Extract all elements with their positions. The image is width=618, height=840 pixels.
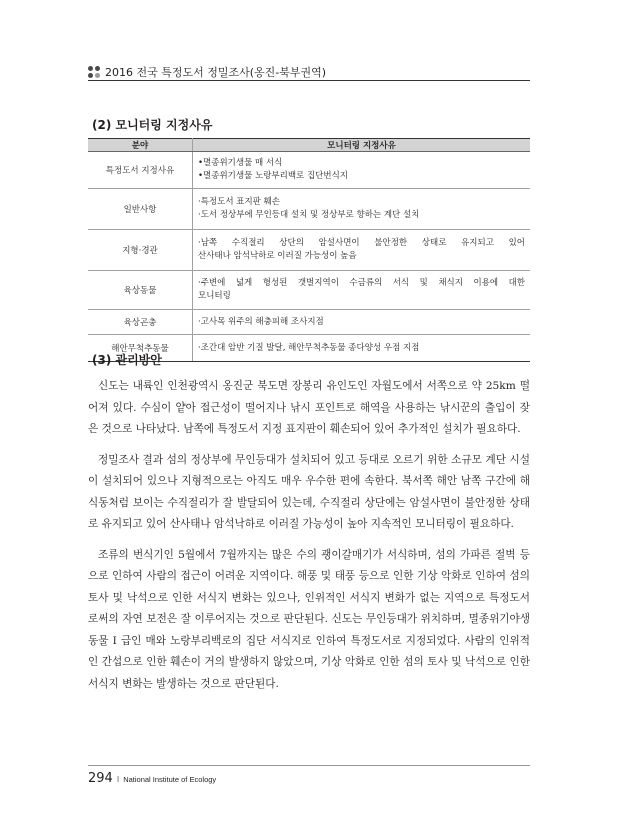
description-line: ·남쪽 수직절리 상단의 암설사면이 불안정한 상태로 유지되고 있어 bbox=[198, 238, 525, 248]
footer-separator: I bbox=[116, 775, 120, 784]
description-line: ·도서 정상부에 무인등대 설치 및 정상부로 향하는 계단 설치 bbox=[198, 210, 420, 220]
table-row bbox=[88, 310, 530, 335]
row-description bbox=[193, 230, 531, 271]
description-line: • 멸종위기생물 노랑부리백로 집단번식지 bbox=[198, 170, 525, 183]
row-description bbox=[193, 271, 531, 310]
description-line: 산사태나 암석낙하로 이러질 가능성이 높음 bbox=[198, 251, 357, 261]
description-line: ·특정도서 표지판 훼손 bbox=[198, 197, 281, 207]
table-row bbox=[88, 271, 530, 310]
paragraph: 신도는 내륙인 인천광역시 옹진군 북도면 장봉리 유인도인 자월도에서 서쪽으로 약 25km 떨어져 있다. 수심이 얕아 접근성이 떨어지나 낚시 포인트로 해역을 사용하는 낚시꾼의 출입이 잦은 것으로 나타났다. 남쪽에 특정도서 지정 표지판이 훼손되어 있어 추가적인 설치가 필요하다. bbox=[88, 380, 530, 435]
section-3-title: (3) 관리방안 bbox=[92, 353, 162, 367]
page-footer bbox=[88, 771, 216, 786]
description-line: ·주변에 넓게 형성된 갯벌지역이 수금류의 서식 및 채식지 이용에 대한 bbox=[198, 278, 525, 288]
row-category: 해안무척추동물 bbox=[88, 335, 193, 362]
running-header bbox=[88, 64, 326, 80]
row-category: 일반사항 bbox=[88, 189, 193, 230]
management-plan-body bbox=[88, 376, 530, 704]
row-category: 육상동물 bbox=[88, 271, 193, 310]
row-category: 육상곤충 bbox=[88, 310, 193, 335]
table-row bbox=[88, 230, 530, 271]
header-title: 2016 전국 특정도서 정밀조사(옹진-북부권역) bbox=[105, 66, 327, 79]
table-row bbox=[88, 189, 530, 230]
description-line: • 멸종위기생물 매 서식 bbox=[198, 157, 525, 170]
row-category: 특정도서 지정사유 bbox=[88, 152, 193, 189]
paragraph: 조류의 번식기인 5월에서 7월까지는 많은 수의 괭이갈매기가 서식하며, 섬의 가파른 절벽 등으로 인하여 사람의 접근이 어려운 지역이다. 해풍 및 태풍 등으로 인한 기상 악화로 인하여 섬의 토사 및 낙석으로 인한 서식지 변화는 있으나, 인위적인 서식지 변화가 없는 지역으로 특정도서로써의 자연 보전은 잘 이루어지는 것으로 판단된다. 신도는 무인등대가 위치하며, 멸종위기야생동물 I 급인 매와 노랑부리백로의 집단 서식지로 인하여 특정도서로 지정되었다. 사람의 인위적인 간섭으로 인한 훼손이 거의 발생하지 않았으며, 기상 악화로 인한 섬의 토사 및 낙석으로 인한 서식지 변화는 발생하는 것으로 판단된다. bbox=[88, 548, 530, 690]
description-line: ·고사목 위주의 해충피해 조사지점 bbox=[198, 316, 324, 327]
row-description bbox=[193, 152, 531, 189]
row-category: 지형·경관 bbox=[88, 230, 193, 271]
description-line: ·조간대 암반 기질 발달, 해안무척추동물 종다양성 우점 지점 bbox=[198, 342, 420, 353]
table-row bbox=[88, 152, 530, 189]
column-header-reason: 모니터링 지정사유 bbox=[193, 139, 531, 152]
row-description bbox=[193, 310, 531, 335]
description-line: 모니터링 bbox=[198, 291, 231, 301]
table-header-row bbox=[88, 139, 530, 152]
column-header-category: 분야 bbox=[88, 139, 193, 152]
row-description bbox=[193, 335, 531, 362]
section-2-title: (2) 모니터링 지정사유 bbox=[92, 118, 213, 132]
institute-name: National Institute of Ecology bbox=[123, 775, 217, 784]
page-number: 294 bbox=[88, 771, 113, 786]
row-description bbox=[193, 189, 531, 230]
header-divider bbox=[88, 80, 530, 81]
paragraph: 정밀조사 결과 섬의 정상부에 무인등대가 설치되어 있고 등대로 오르기 위한 소규모 계단 시설이 설치되어 있으나 지형적으로는 아직도 매우 우수한 편에 속한다. 북서쪽 해안 남쪽 구간에 해식동처럼 보이는 수직절리가 잘 발달되어 있는데, 수직절리 상단에는 암설사면이 불안정한 상태로 유지되고 있어 산사태나 암석낙하로 이러질 가능성이 높아 지속적인 모니터링이 필요하다. bbox=[88, 453, 530, 530]
header-dots-icon bbox=[88, 66, 100, 78]
monitoring-reason-table bbox=[88, 138, 530, 362]
footer-divider bbox=[88, 765, 530, 766]
